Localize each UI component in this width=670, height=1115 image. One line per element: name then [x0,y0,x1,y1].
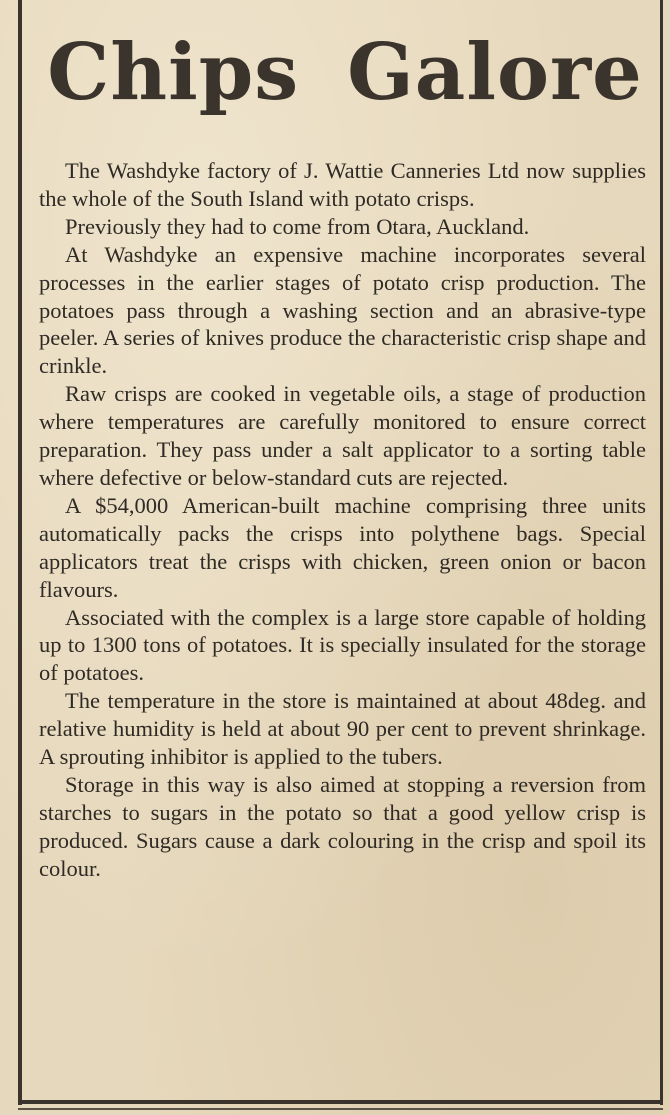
article-paragraph: Raw crisps are cooked in vegetable oils, a stage of production where temperatures are carefully monitored to ensure correct preparation. They pass under a salt applicator to a sorting table where defective or below-standard cuts are rejected. [39,381,646,490]
headline-word-2: Galore [347,27,643,118]
article-paragraph: The temperature in the store is maintained at about 48deg. and relative humidity is held at about 90 per cent to prevent shrinkage. A sprouting inhibitor is applied to the tubers. [39,688,646,770]
article-paragraph: Storage in this way is also aimed at stopping a reversion from starches to sugars in the potato so that a good yellow crisp is produced. Sugars cause a dark colouring in the crisp and spoil its colour. [39,771,646,881]
article-paragraph: A $54,000 American-built machine comprising three units automatically packs the crisps into polythene bags. Special applicators treat the crisps with chicken, green onion or bacon flavours. [39,492,646,602]
headline-word-1: Chips [47,27,300,118]
left-column-rule [18,0,22,1105]
article-paragraph: The Washdyke factory of J. Wattie Canneries Ltd now supplies the whole of the South Island with potato crisps. [39,158,646,211]
bottom-rule-thin [18,1108,663,1110]
article-paragraph: Previously they had to come from Otara, Auckland. [65,213,530,239]
right-column-rule [660,0,663,1105]
article-paragraph: At Washdyke an expensive machine incorporates several processes in the earlier stages of potato crisp production. The potatoes pass through a washing section and an abrasive-type peeler. A series of knives produce the characteristic crisp shape and crinkle. [39,241,646,379]
headline [40,18,650,128]
article-body [39,157,646,883]
article-paragraph: Associated with the complex is a large store capable of holding up to 1300 tons of potatoes. It is specially insulated for the storage of potatoes. [39,604,646,686]
bottom-rule [18,1100,663,1104]
